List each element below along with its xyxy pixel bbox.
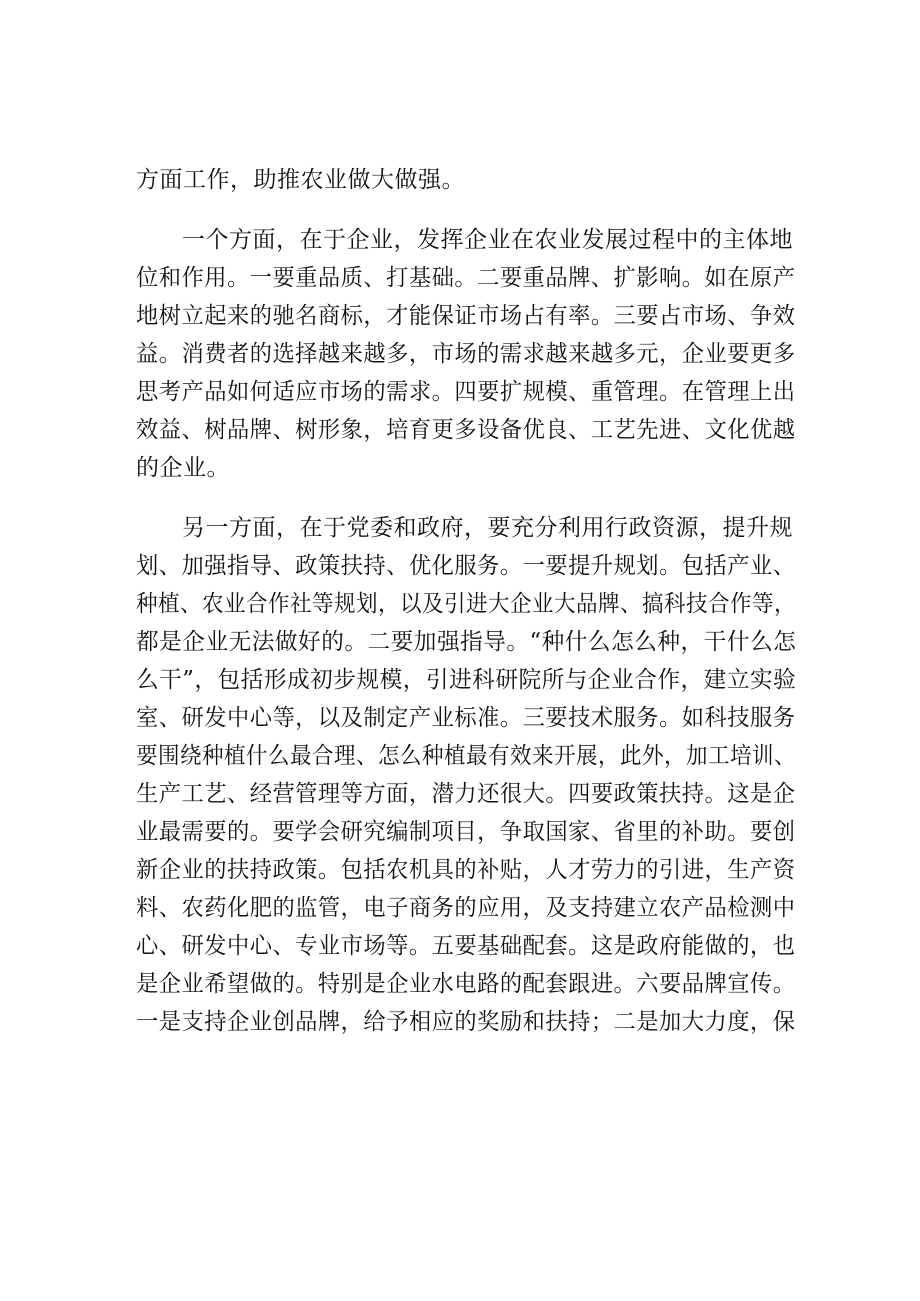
text-line: 生产工艺、经营管理等方面，潜力还很大。四要政策扶持。这是企 <box>136 781 796 807</box>
text-line: 么干”，包括形成初步规模，引进科研院所与企业合作，建立实验 <box>136 667 797 693</box>
text-line: 划、加强指导、政策扶持、优化服务。一要提升规划。包括产业、 <box>136 553 796 579</box>
text-line: 是企业希望做的。特别是企业水电路的配套跟进。六要品牌宣传。 <box>136 971 796 997</box>
text-line: 新企业的扶持政策。包括农机具的补贴，人才劳力的引进，生产资 <box>136 857 796 883</box>
paragraph-first-line: 一个方面，在于企业，发挥企业在农业发展过程中的主体地 <box>182 227 793 253</box>
text-line: 益。消费者的选择越来越多，市场的需求越来越多元，企业要更多 <box>136 341 796 367</box>
text-line: 心、研发中心、专业市场等。五要基础配套。这是政府能做的，也 <box>136 933 796 959</box>
text-line: 种植、农业合作社等规划，以及引进大企业大品牌、搞科技合作等， <box>136 591 797 617</box>
text-line: 方面工作，助推农业做大做强。 <box>136 167 465 193</box>
text-line: 室、研发中心等，以及制定产业标准。三要技术服务。如科技服务 <box>136 705 796 731</box>
text-line: 思考产品如何适应市场的需求。四要扩规模、重管理。在管理上出 <box>136 379 796 405</box>
text-line: 一是支持企业创品牌，给予相应的奖励和扶持；二是加大力度，保 <box>136 1009 796 1035</box>
text-line: 料、农药化肥的监管，电子商务的应用，及支持建立农产品检测中 <box>136 895 796 921</box>
paragraph-first-line: 另一方面，在于党委和政府，要充分利用行政资源，提升规 <box>182 515 793 541</box>
text-line: 地树立起来的驰名商标，才能保证市场占有率。三要占市场、争效 <box>136 303 796 329</box>
text-line: 位和作用。一要重品质、打基础。二要重品牌、扩影响。如在原产 <box>136 265 796 291</box>
text-line: 要围绕种植什么最合理、怎么种植最有效来开展，此外，加工培训、 <box>136 743 797 769</box>
text-line: 效益、树品牌、树形象，培育更多设备优良、工艺先进、文化优越 <box>136 417 796 443</box>
text-line: 业最需要的。要学会研究编制项目，争取国家、省里的补助。要创 <box>136 819 796 845</box>
text-line: 的企业。 <box>136 455 230 481</box>
text-line: 都是企业无法做好的。二要加强指导。“种什么怎么种，干什么怎 <box>136 629 797 655</box>
